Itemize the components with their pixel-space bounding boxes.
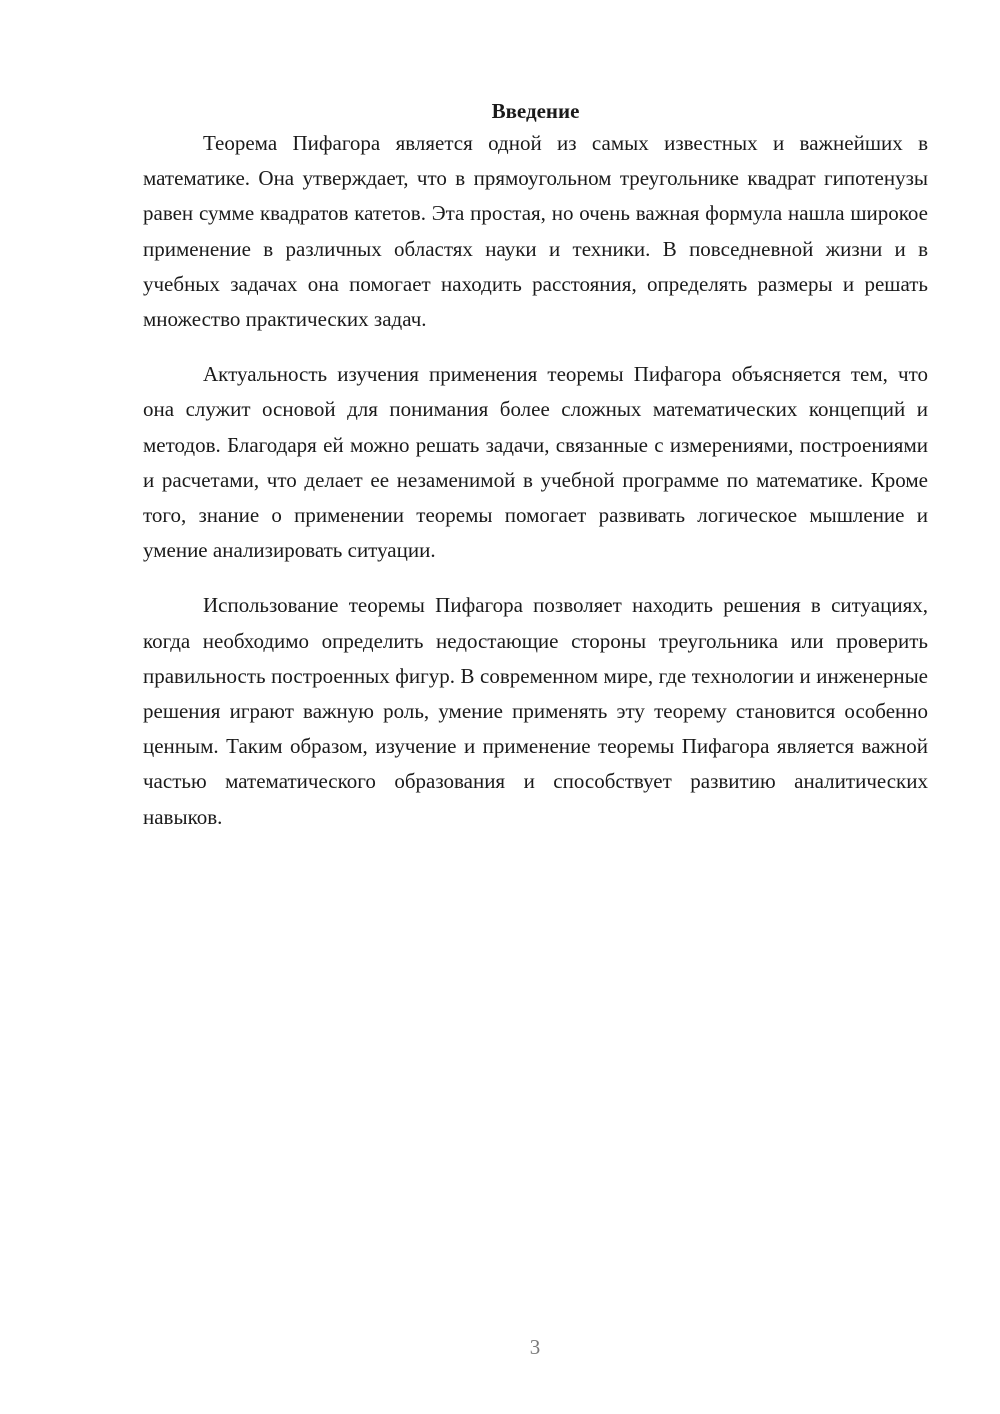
- paragraph-1: Теорема Пифагора является одной из самых известных и важнейших в математике. Она утверждает, что в прямоугольном треугольнике квадрат гипотенузы равен сумме квадратов катетов. Эта простая, но очень важная формула нашла широкое применение в различных областях науки и техники. В повседневной жизни и в учебных задачах она помогает находить расстояния, определять размеры и решать множество практических задач.: [143, 131, 928, 332]
- document-body: [143, 96, 928, 835]
- page-number: 3: [529, 1335, 541, 1359]
- section-heading: Введение: [491, 99, 580, 123]
- paragraph-3: Использование теоремы Пифагора позволяет находить решения в ситуациях, когда необходимо определить недостающие стороны треугольника или проверить правильность построенных фигур. В современном мире, где технологии и инженерные решения играют важную роль, умение применять эту теорему становится особенно ценным. Таким образом, изучение и применение теоремы Пифагора является важной частью математического образования и способствует развитию аналитических навыков.: [143, 593, 928, 829]
- paragraph-2: Актуальность изучения применения теоремы Пифагора объясняется тем, что она служит основой для понимания более сложных математических концепций и методов. Благодаря ей можно решать задачи, связанные с измерениями, построениями и расчетами, что делает ее незаменимой в учебной программе по математике. Кроме того, знание о применении теоремы помогает развивать логическое мышление и умение анализировать ситуации.: [143, 362, 928, 563]
